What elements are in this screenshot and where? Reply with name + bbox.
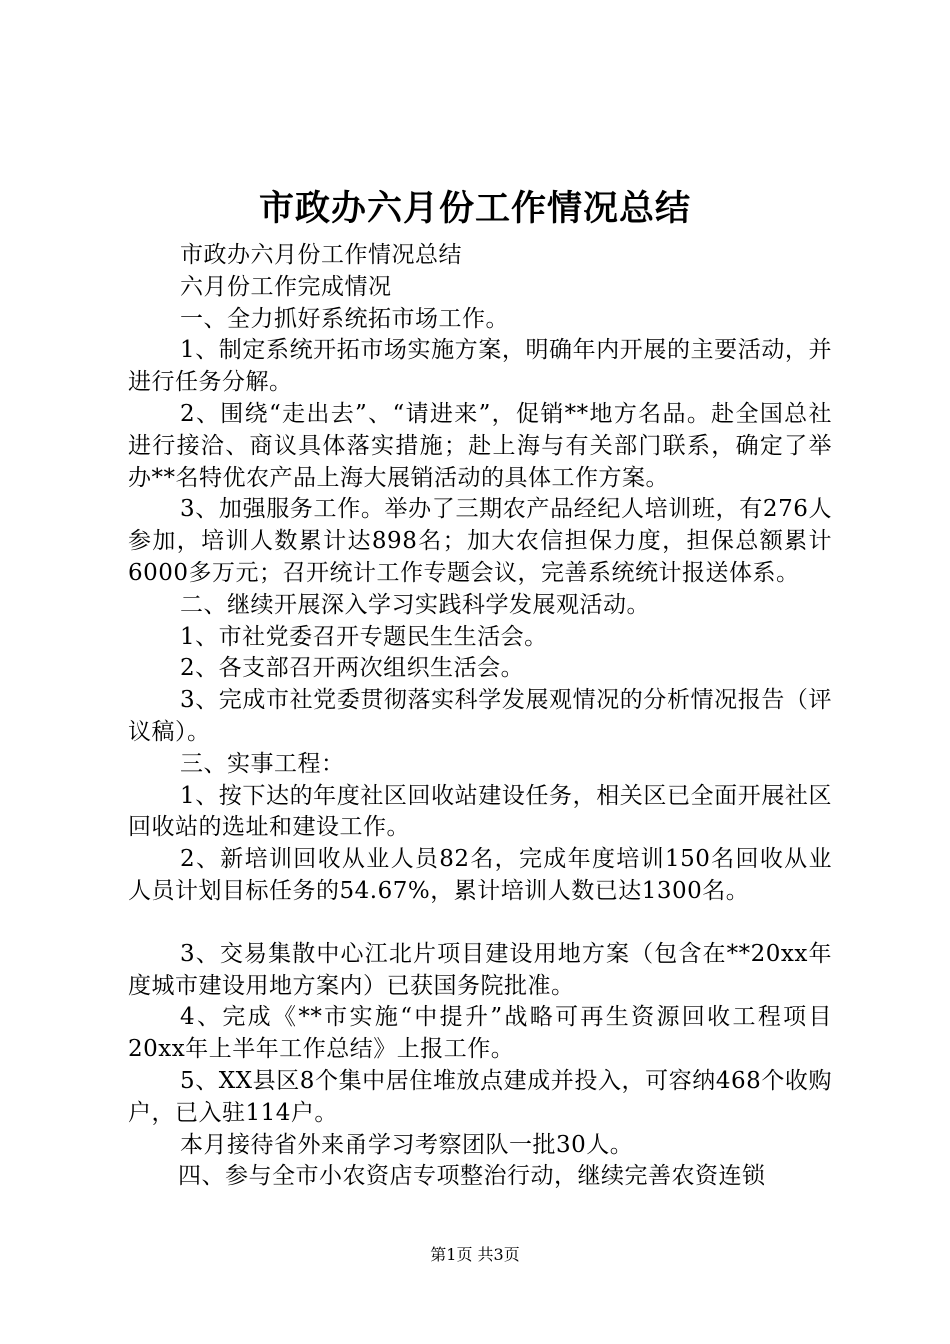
paragraph: 本月接待省外来甬学习考察团队一批30人。 <box>180 1131 634 1158</box>
paragraph: 1、市社党委召开专题民生生活会。 <box>180 623 548 650</box>
paragraph: 六月份工作完成情况 <box>180 273 392 300</box>
paragraph: 5、XX县区8个集中居住堆放点建成并投入，可容纳468个收购户，已入驻114户。 <box>128 1067 832 1126</box>
paragraph: 3、加强服务工作。举办了三期农产品经纪人培训班，有276人参加，培训人数累计达898名；加大农信担保力度，担保总额累计6000多万元；召开统计工作专题会议，完善系统统计报送体系。 <box>128 496 832 586</box>
page-footer: 第1页 共3页 <box>430 1245 520 1264</box>
paragraph: 2、围绕“走出去”、“请进来”，促销**地方名品。赴全国总社进行接洽、商议具体落实措施；赴上海与有关部门联系，确定了举办**名特优农产品上海大展销活动的具体工作方案。 <box>128 400 832 491</box>
paragraph-gap <box>128 908 832 939</box>
paragraph: 1、制定系统开拓市场实施方案，明确年内开展的主要活动，并进行任务分解。 <box>128 337 832 396</box>
section-heading: 一、全力抓好系统拓市场工作。 <box>180 305 509 332</box>
paragraph: 市政办六月份工作情况总结 <box>180 242 462 268</box>
paragraph: 4、完成《**市实施“中提升”战略可再生资源回收工程项目20xx年上半年工作总结》上报工作。 <box>128 1004 832 1063</box>
section-heading: 二、继续开展深入学习实践科学发展观活动。 <box>180 591 650 618</box>
paragraph: 2、各支部召开两次组织生活会。 <box>180 655 525 682</box>
paragraph: 3、完成市社党委贯彻落实科学发展观情况的分析情况报告（评议稿）。 <box>128 687 832 745</box>
document-body <box>128 240 832 1193</box>
section-heading: 四、参与全市小农资店专项整治行动，继续完善农资连锁 <box>178 1163 766 1190</box>
paragraph: 1、按下达的年度社区回收站建设任务，相关区已全面开展社区回收站的选址和建设工作。 <box>128 782 832 841</box>
section-heading: 三、实事工程： <box>180 750 345 777</box>
document-title: 市政办六月份工作情况总结 <box>258 188 691 229</box>
paragraph: 3、交易集散中心江北片项目建设用地方案（包含在**20xx年度城市建设用地方案内）已获国务院批准。 <box>128 940 832 999</box>
paragraph: 2、新培训回收从业人员82名，完成年度培训150名回收从业人员计划目标任务的54.67%，累计培训人数已达1300名。 <box>128 846 832 904</box>
